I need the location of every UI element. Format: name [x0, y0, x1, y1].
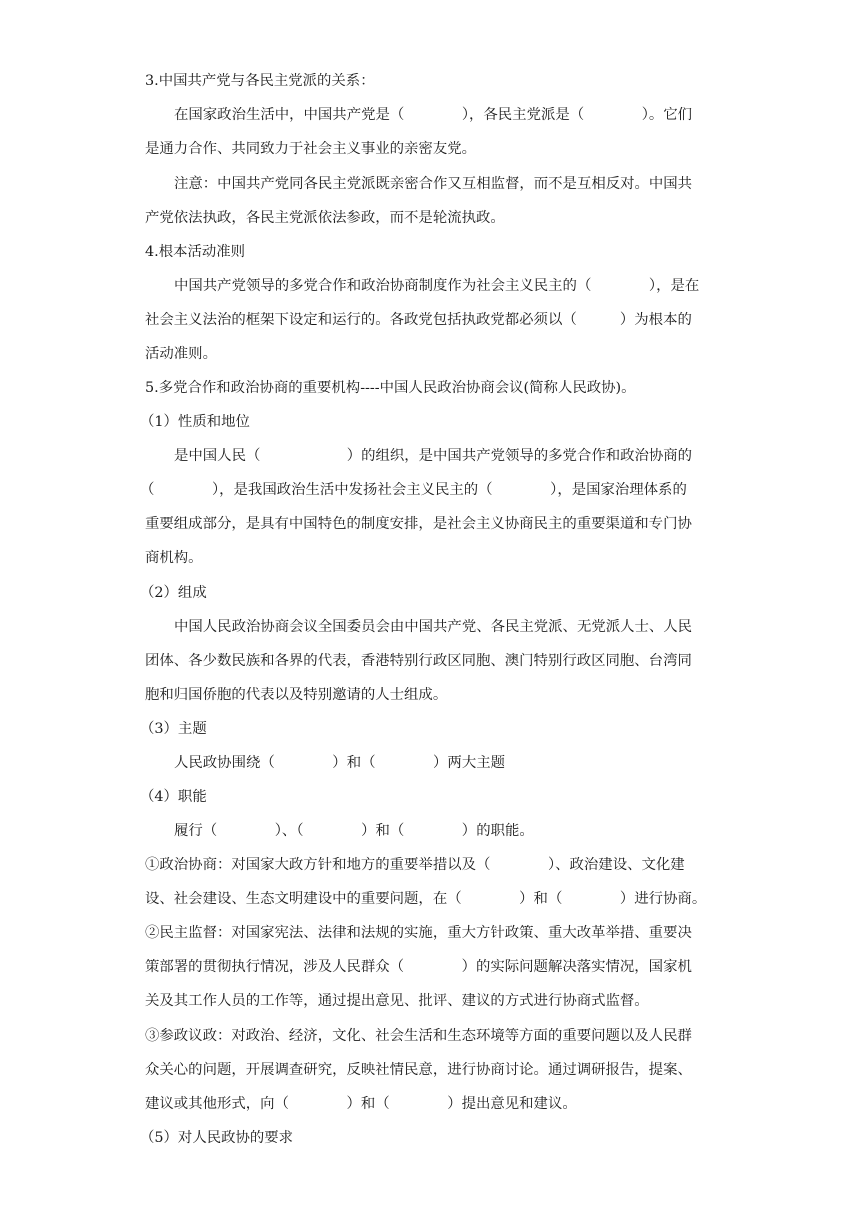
paragraph-line: （ ），是我国政治生活中发扬社会主义民主的（ ），是国家治理体系的 — [140, 482, 687, 498]
subheading-composition: （2）组成 — [140, 585, 207, 601]
paragraph-line: 在国家政治生活中，中国共产党是（ ），各民主党派是（ ）。它们 — [174, 107, 693, 123]
function-item-1-cont: 设、社会建设、生态文明建设中的重要问题，在（ ）和（ ）进行协商。 — [145, 891, 707, 907]
subheading-theme: （3）主题 — [140, 721, 207, 737]
paragraph-line: 商机构。 — [145, 550, 203, 566]
paragraph-line: 中国人民政治协商会议全国委员会由中国共产党、各民主党派、无党派人士、人民 — [174, 619, 693, 635]
function-item-2: ②民主监督：对国家宪法、法律和法规的实施，重大方针政策、重大改革举措、重要决 — [145, 925, 692, 941]
paragraph-line: 是中国人民（ ）的组织，是中国共产党领导的多党合作和政治协商的 — [174, 448, 693, 464]
paragraph-line: 履行（ ）、（ ）和（ ）的职能。 — [174, 823, 534, 839]
subheading-requirements: （5）对人民政协的要求 — [140, 1130, 294, 1146]
paragraph-line: 中国共产党领导的多党合作和政治协商制度作为社会主义民主的（ ），是在 — [174, 278, 700, 294]
heading-section-3: 3.中国共产党与各民主党派的关系： — [145, 73, 375, 89]
paragraph-line: 社会主义法治的框架下设定和运行的。各政党包括执政党都必须以（ ）为根本的 — [145, 312, 692, 328]
subheading-nature: （1）性质和地位 — [140, 414, 250, 430]
note-line: 注意：中国共产党同各民主党派既亲密合作又互相监督，而不是互相反对。中国共 — [174, 176, 693, 192]
function-item-2-cont: 关及其工作人员的工作等，通过提出意见、批评、建议的方式进行协商式监督。 — [145, 993, 649, 1009]
heading-section-4: 4.根本活动准则 — [145, 244, 246, 260]
paragraph-line: 人民政协围绕（ ）和（ ）两大主题 — [174, 755, 505, 771]
function-item-3-cont: 众关心的问题，开展调查研究，反映社情民意，进行协商讨论。通过调研报告，提案、 — [145, 1062, 692, 1078]
paragraph-line: 是通力合作、共同致力于社会主义事业的亲密友党。 — [145, 141, 476, 157]
function-item-2-cont: 策部署的贯彻执行情况，涉及人民群众（ ）的实际问题解决落实情况，国家机 — [145, 959, 692, 975]
function-item-3-cont: 建议或其他形式，向（ ）和（ ）提出意见和建议。 — [145, 1096, 577, 1112]
paragraph-line: 活动准则。 — [145, 346, 217, 362]
subheading-functions: （4）职能 — [140, 789, 207, 805]
function-item-3: ③参政议政：对政治、经济，文化、社会生活和生态环境等方面的重要问题以及人民群 — [145, 1028, 692, 1044]
function-item-1: ①政治协商：对国家大政方针和地方的重要举措以及（ ）、政治建设、文化建 — [145, 857, 685, 873]
heading-section-5: 5.多党合作和政治协商的重要机构----中国人民政治协商会议(简称人民政协)。 — [145, 380, 636, 396]
paragraph-line: 重要组成部分，是具有中国特色的制度安排，是社会主义协商民主的重要渠道和专门协 — [145, 516, 692, 532]
note-line: 产党依法执政，各民主党派依法参政，而不是轮流执政。 — [145, 210, 505, 226]
paragraph-line: 胞和归国侨胞的代表以及特别邀请的人士组成。 — [145, 687, 448, 703]
paragraph-line: 团体、各少数民族和各界的代表，香港特别行政区同胞、澳门特别行政区同胞、台湾同 — [145, 653, 692, 669]
